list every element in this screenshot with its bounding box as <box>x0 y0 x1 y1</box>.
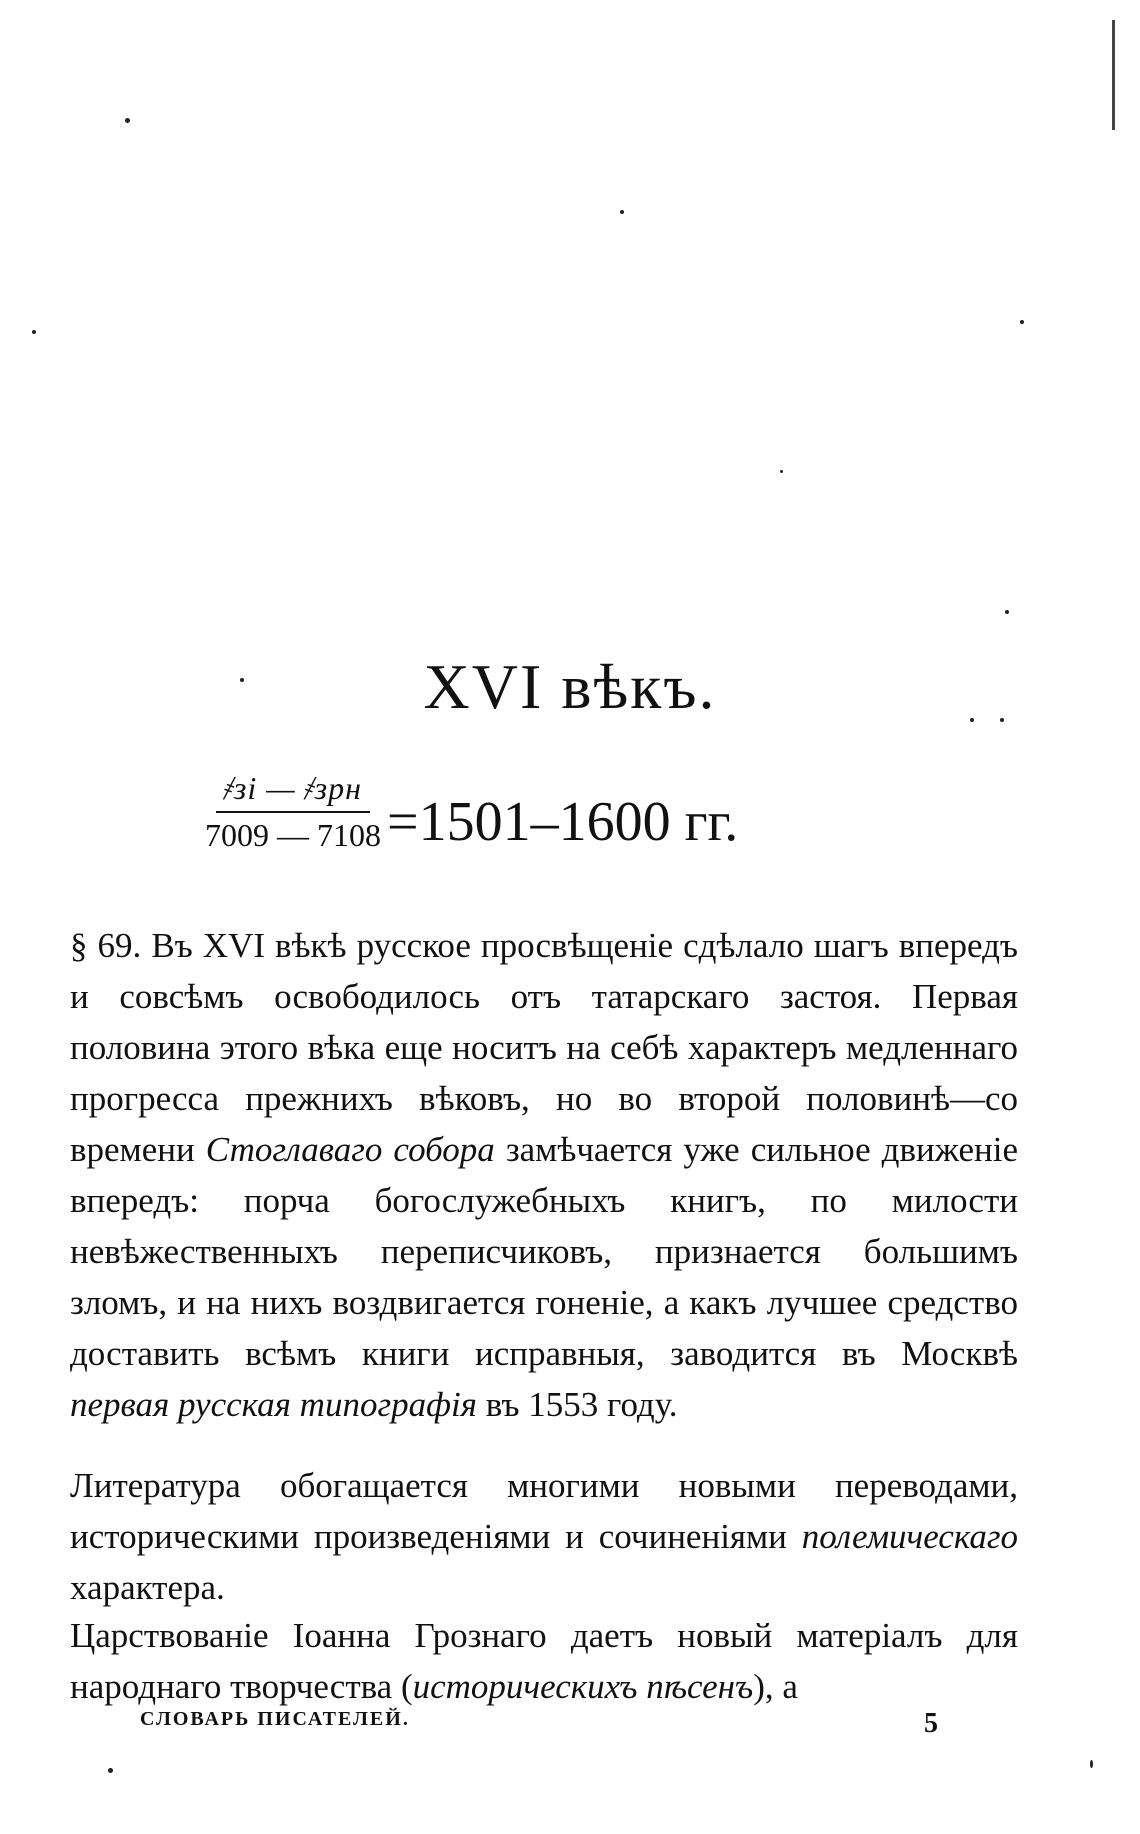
page-edge-mark <box>1112 20 1115 130</box>
paragraph-69 <box>70 920 1018 1430</box>
paragraph-ivan <box>70 1610 1018 1712</box>
text-run: § 69. Въ XVI вѣкѣ русское просвѣщеніе сдѣлало шагъ впередъ и совсѣмъ освободилось отъ татарскаго застоя. Первая половина этого вѣка еще носитъ на себѣ характеръ медленнаго прогресса прежнихъ вѣковъ, но во второй половинѣ—со времени <box>70 926 1018 1169</box>
italic-term: полемическаго <box>801 1517 1018 1556</box>
italic-term: первая русская типографія <box>70 1385 477 1424</box>
text-run: ), а <box>753 1667 798 1706</box>
italic-term: Стоглаваго собора <box>205 1130 495 1169</box>
paragraph-text <box>70 920 1018 1430</box>
page-number: 5 <box>924 1708 940 1739</box>
ink-speck <box>1020 320 1024 324</box>
paragraph-text <box>70 1460 1018 1613</box>
ink-speck <box>1090 1760 1093 1768</box>
page-footer <box>140 1708 940 1740</box>
century-heading: XVI вѣкъ. <box>423 651 717 722</box>
ink-speck <box>125 118 130 123</box>
paragraph-text <box>70 1610 1018 1712</box>
year-fraction <box>205 770 381 854</box>
church-slavonic-years: ҂зі — ҂зрн <box>216 770 370 813</box>
ink-speck <box>108 1768 113 1773</box>
text-run: характера. <box>70 1568 225 1607</box>
ink-speck <box>620 210 624 214</box>
italic-term: историческихъ пѣсенъ <box>412 1667 754 1706</box>
ink-speck <box>1005 610 1009 614</box>
date-block <box>205 770 738 854</box>
byzantine-years: 7009 — 7108 <box>205 817 381 853</box>
text-run: Царствованіе Іоанна Грознаго даетъ новый матеріалъ для народнаго творчества ( <box>70 1616 1018 1706</box>
signature-mark: СЛОВАРЬ ПИСАТЕЛЕЙ. <box>140 1708 410 1730</box>
gregorian-years: =1501–1600 гг. <box>387 791 739 853</box>
ink-speck <box>780 470 783 473</box>
text-run: въ 1553 году. <box>476 1385 678 1424</box>
paragraph-literature <box>70 1460 1018 1613</box>
text-run: Литература обогащается многими новыми переводами, историческими произведеніями и сочиненіями <box>70 1466 1018 1556</box>
ink-speck <box>32 330 36 334</box>
text-run: замѣчается уже сильное движеніе впередъ: порча богослужебныхъ книгъ, по милости невѣжественныхъ переписчиковъ, признается большимъ зломъ, и на нихъ воздвигается гоненіе, а какъ лучшее средство доставить всѣмъ книги исправныя, заводится въ Москвѣ <box>70 1130 1018 1373</box>
